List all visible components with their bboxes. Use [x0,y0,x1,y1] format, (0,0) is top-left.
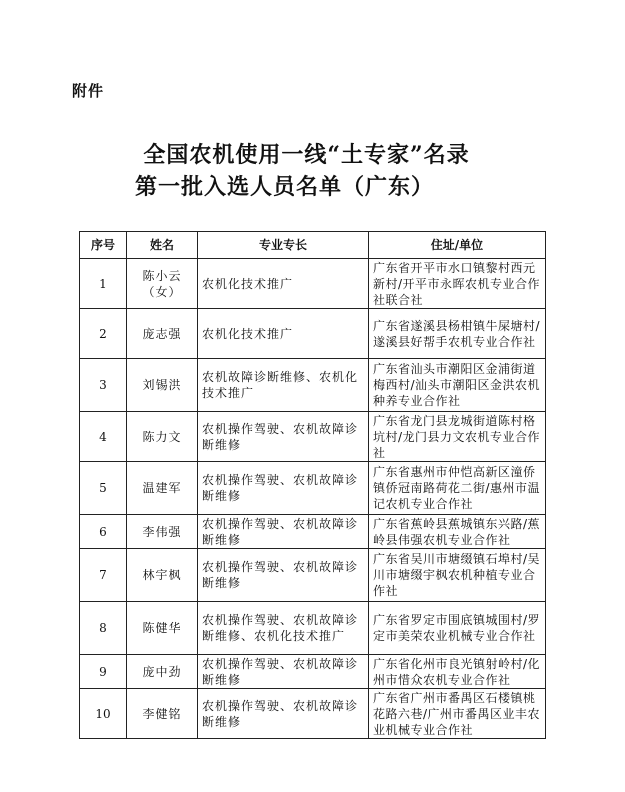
row-specialty: 农机故障诊断维修、农机化技术推广 [198,359,369,412]
row-specialty: 农机化技术推广 [198,259,369,309]
row-name: 陈健华 [127,602,198,655]
roster-table [79,231,546,739]
row-address: 广东省龙门县龙城街道陈村格坑村/龙门县力文农机专业合作社 [369,412,546,462]
row-address: 广东省汕头市潮阳区金浦街道梅西村/汕头市潮阳区金洪农机种养专业合作社 [369,359,546,412]
header-name: 姓名 [127,232,198,259]
row-no: 4 [80,412,127,462]
row-no: 2 [80,309,127,359]
row-name: 陈小云（女） [127,259,198,309]
table-row [80,359,546,412]
row-no: 1 [80,259,127,309]
row-address: 广东省惠州市仲恺高新区潼侨镇侨冠南路荷花二街/惠州市温记农机专业合作社 [369,462,546,515]
row-specialty: 农机操作驾驶、农机故障诊断维修 [198,462,369,515]
row-name: 林宇枫 [127,549,198,602]
row-no: 5 [80,462,127,515]
document-title-line-2: 第一批入选人员名单（广东） [134,174,434,200]
table-row [80,309,546,359]
row-name: 刘锡洪 [127,359,198,412]
table-row [80,689,546,739]
row-specialty: 农机操作驾驶、农机故障诊断维修 [198,655,369,689]
table-row [80,462,546,515]
row-name: 李健铭 [127,689,198,739]
table-row [80,655,546,689]
row-name: 陈力文 [127,412,198,462]
row-no: 9 [80,655,127,689]
table-row [80,549,546,602]
row-no: 10 [80,689,127,739]
row-address: 广东省广州市番禺区石楼镇桃花路六巷/广州市番禺区业丰农业机械专业合作社 [369,689,546,739]
row-specialty: 农机操作驾驶、农机故障诊断维修 [198,412,369,462]
row-address: 广东省蕉岭县蕉城镇东兴路/蕉岭县伟强农机专业合作社 [369,515,546,549]
row-address: 广东省罗定市围底镇城围村/罗定市美荣农业机械专业合作社 [369,602,546,655]
document-title-line-1: 全国农机使用一线“土专家”名录 [143,142,470,168]
table-row [80,412,546,462]
table-row [80,602,546,655]
header-address: 住址/单位 [369,232,546,259]
row-specialty: 农机操作驾驶、农机故障诊断维修、农机化技术推广 [198,602,369,655]
row-no: 3 [80,359,127,412]
attachment-label: 附件 [72,82,105,100]
row-no: 8 [80,602,127,655]
row-no: 6 [80,515,127,549]
row-name: 李伟强 [127,515,198,549]
row-specialty: 农机化技术推广 [198,309,369,359]
row-address: 广东省化州市良光镇射岭村/化州市惜众农机专业合作社 [369,655,546,689]
row-name: 庞志强 [127,309,198,359]
row-specialty: 农机操作驾驶、农机故障诊断维修 [198,549,369,602]
row-name: 温建军 [127,462,198,515]
row-specialty: 农机操作驾驶、农机故障诊断维修 [198,515,369,549]
row-no: 7 [80,549,127,602]
row-address: 广东省吴川市塘缀镇石埠村/吴川市塘缀宇枫农机种植专业合作社 [369,549,546,602]
row-specialty: 农机操作驾驶、农机故障诊断维修 [198,689,369,739]
table-header-row [80,232,546,259]
row-address: 广东省遂溪县杨柑镇牛屎塘村/遂溪县好帮手农机专业合作社 [369,309,546,359]
header-no: 序号 [80,232,127,259]
header-specialty: 专业专长 [198,232,369,259]
table-row [80,259,546,309]
row-name: 庞中劲 [127,655,198,689]
table-row [80,515,546,549]
row-address: 广东省开平市水口镇黎村西元新村/开平市永晖农机专业合作社联合社 [369,259,546,309]
